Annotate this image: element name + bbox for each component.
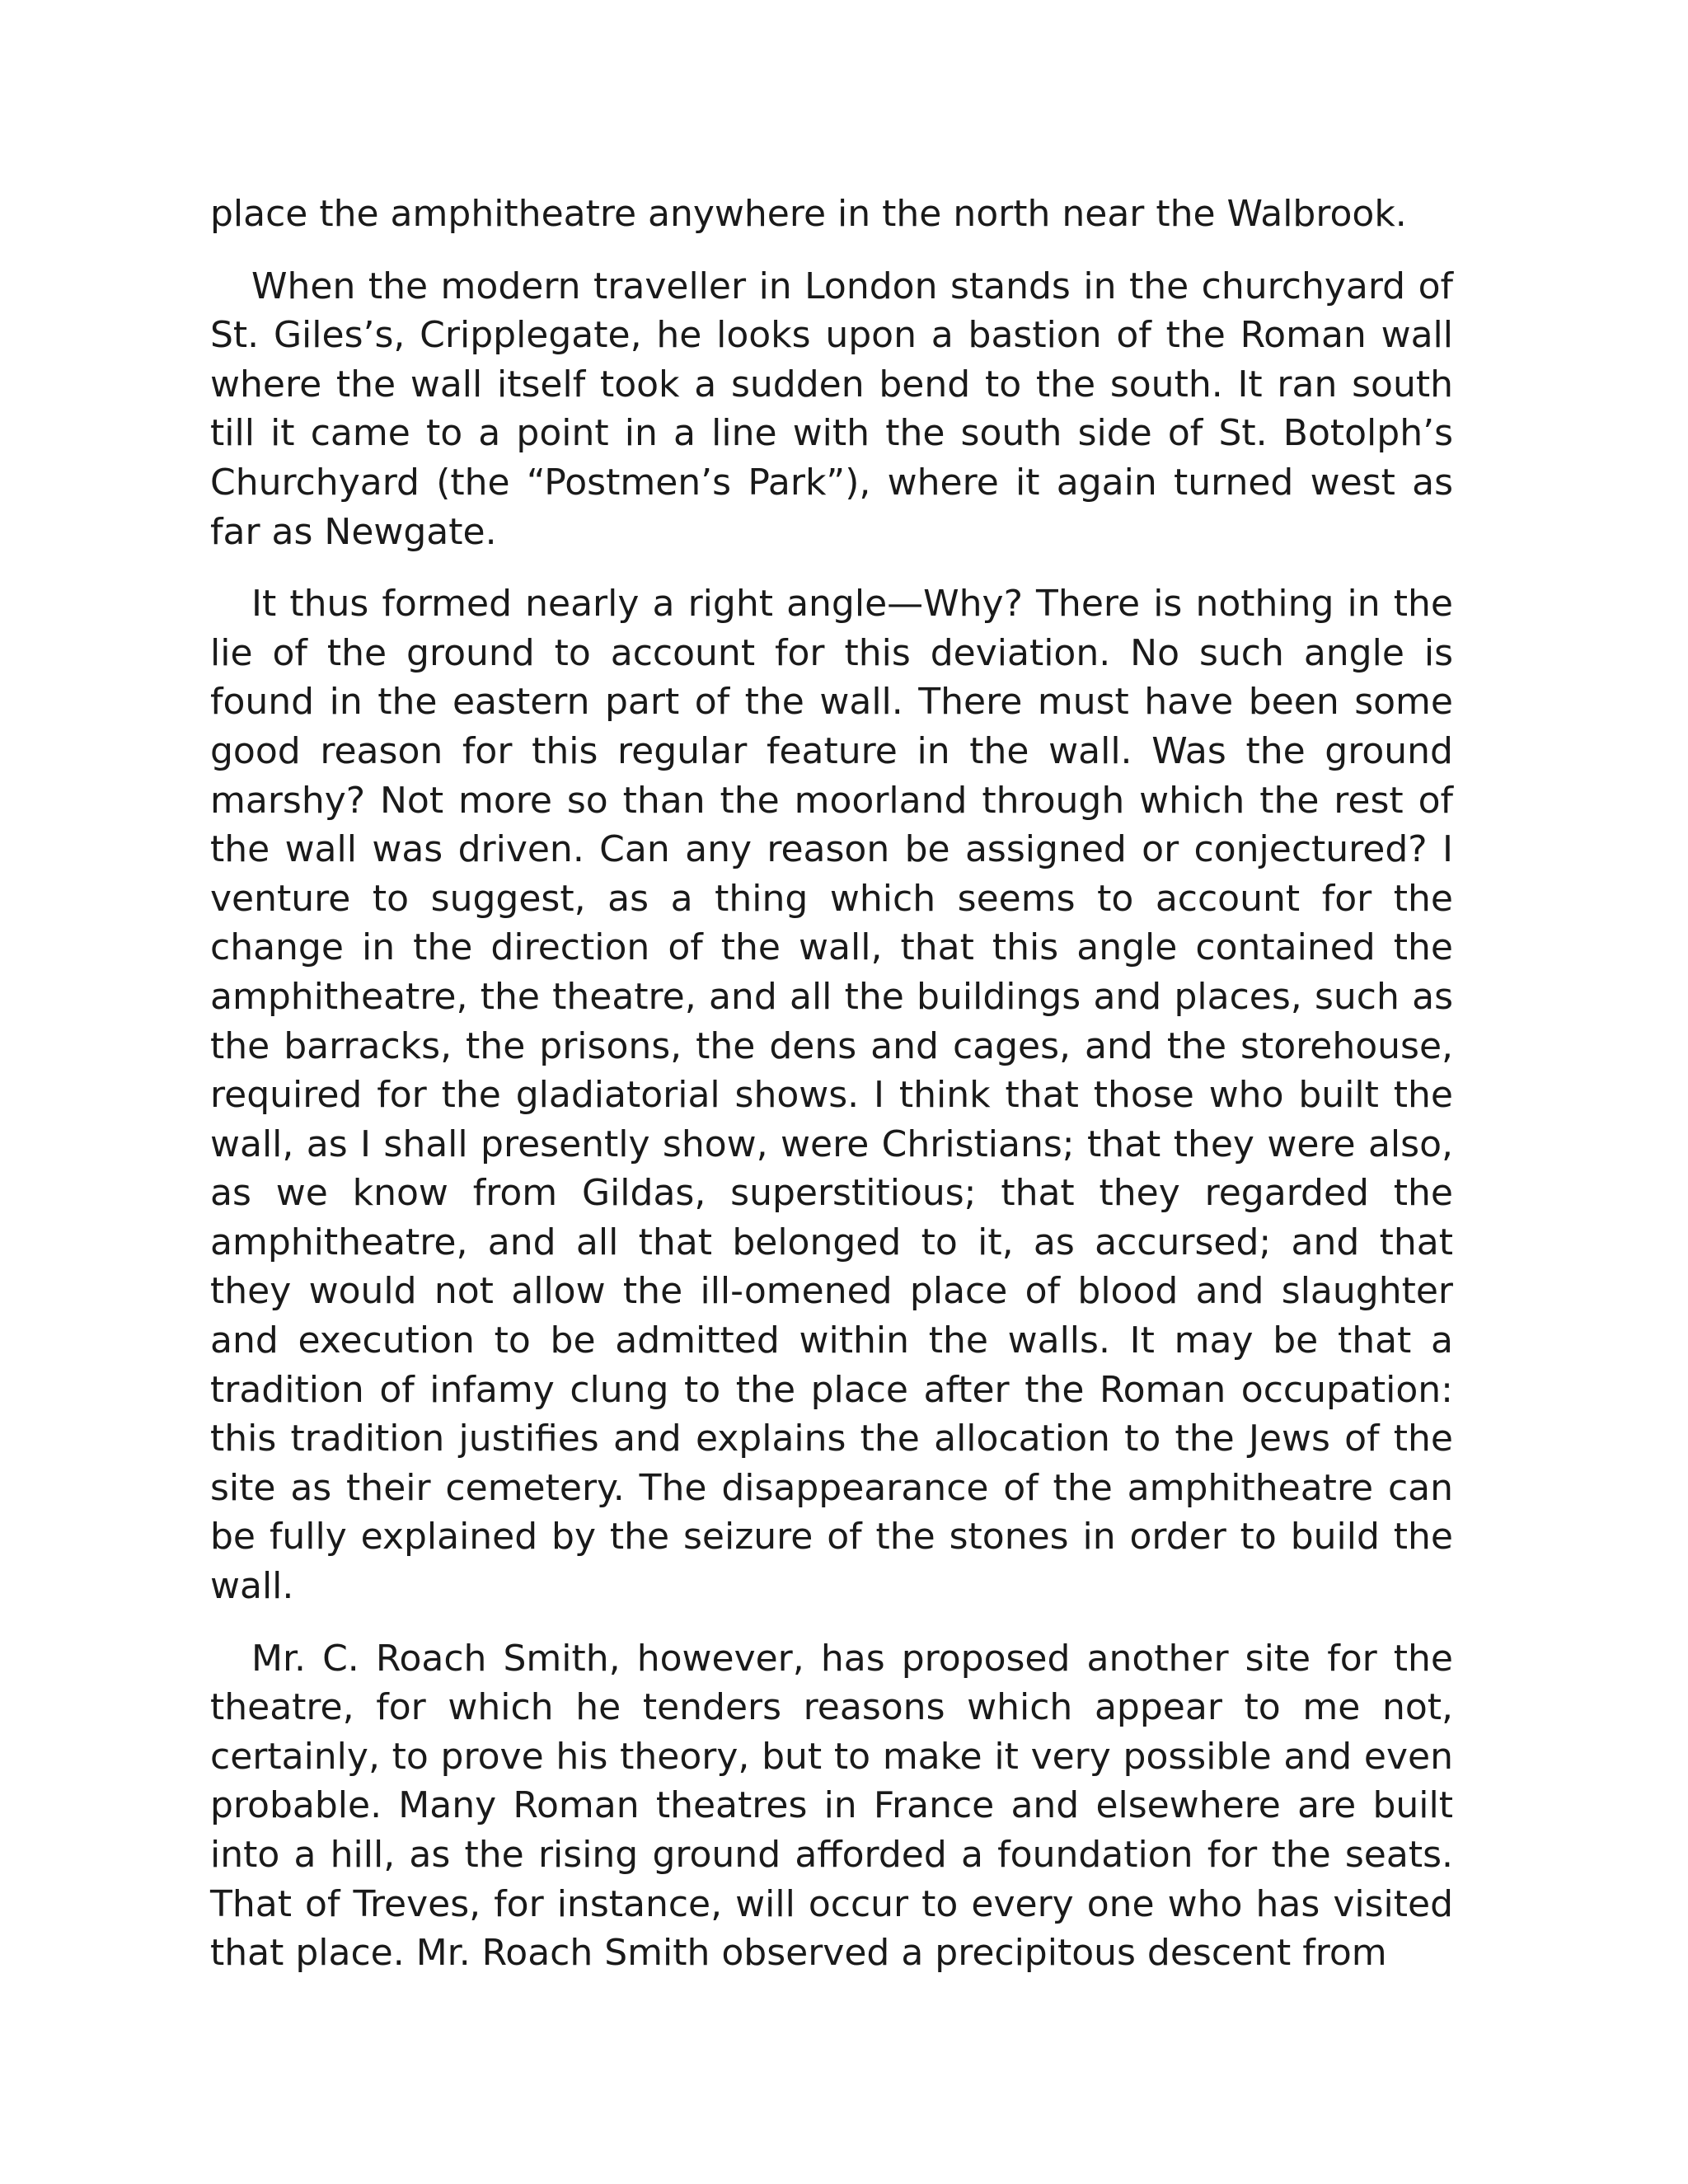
paragraph-roman-wall-bend: When the modern traveller in London stands in the churchyard of St. Giles’s, Cripplegate, he looks upon a bastion of the Roman wall where the wall itself took a sudden bend to the south. It ran south till it came to a point in a line with the south side of St. Botolph’s Churchyard (the “Postmen’s Park”), where it again turned west as far as Newgate. bbox=[210, 265, 1453, 553]
page-text bbox=[210, 190, 1453, 2001]
paragraph-right-angle: It thus formed nearly a right angle—Why? There is nothing in the lie of the ground to account for this deviation. No such angle is found in the eastern part of the wall. There must have been some good reason for this regular feature in the wall. Was the ground marshy? Not more so than the moorland through which the rest of the wall was driven. Can any reason be assigned or conjectured? I venture to suggest, as a thing which seems to account for the change in the direction of the wall, that this angle contained the amphitheatre, the theatre, and all the buildings and places, such as the barracks, the prisons, the dens and cages, and the storehouse, required for the gladiatorial shows. I think that those who built the wall, as I shall presently show, were Christians; that they were also, as we know from Gildas, superstitious; that they regarded the amphitheatre, and all that belonged to it, as accursed; and that they would not allow the ill-omened place of blood and slaughter and execution to be admitted within the walls. It may be that a tradition of infamy clung to the place after the Roman occupation: this tradition justifies and explains the allocation to the Jews of the site as their cemetery. The disappearance of the amphitheatre can be fully explained by the seizure of the stones in order to build the wall. bbox=[210, 583, 1453, 1608]
paragraph-roach-smith-theatre: Mr. C. Roach Smith, however, has proposed another site for the theatre, for which he tenders reasons which appear to me not, certainly, to prove his theory, but to make it very possible and even probable. Many Roman theatres in France and elsewhere are built into a hill, as the rising ground afforded a foundation for the seats. That of Treves, for instance, will occur to every one who has visited that place. Mr. Roach Smith observed a precipitous descent from bbox=[210, 1637, 1453, 1975]
paragraph-continuation: place the amphitheatre anywhere in the north near the Walbrook. bbox=[210, 193, 1407, 235]
